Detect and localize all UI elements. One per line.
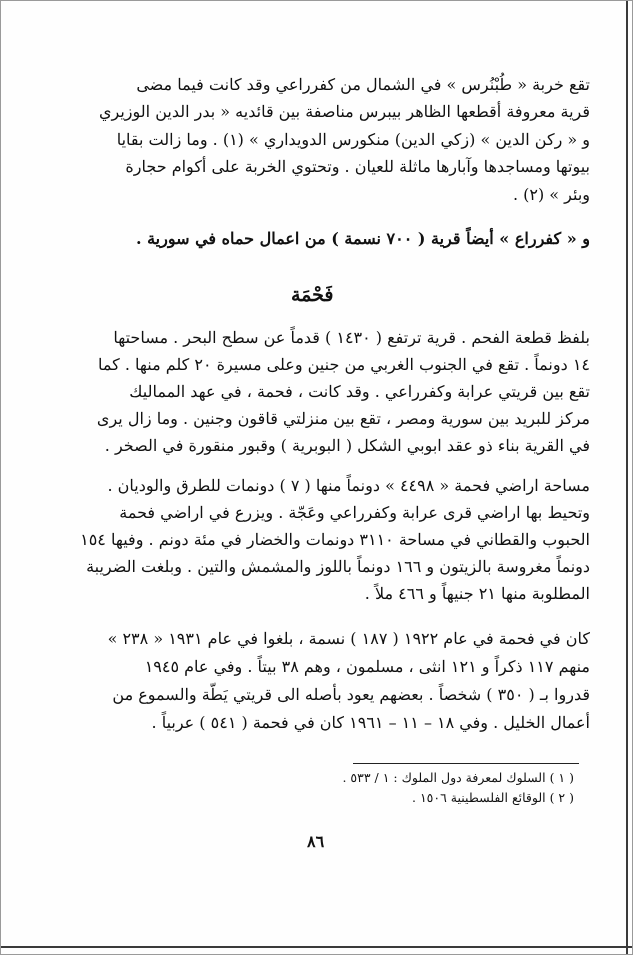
para1-line-2: قرية معروفة أقطعها الظاهر بيبرس مناصفة بين قائديه « بدر الدين الوزيري [99, 102, 590, 121]
para3-line-4: مركز للبريد بين سورية ومصر ، تقع بين منزلتي قاقون وجنين . وما زال يرى [96, 409, 590, 428]
para1-line-5: وبئر » (٢) . [512, 185, 590, 204]
footnote-divider [353, 763, 579, 764]
para3-line-1: بلفظ قطعة الفحم . قرية ترتفع ( ١٤٣٠ ) قدماً عن سطح البحر . مساحتها [113, 328, 590, 347]
footnote-2: ( ٢ ) الوقائع الفلسطينية ١٥٠٦ . [412, 790, 574, 805]
para4-line-2: وتحيط بها اراضي قرى عرابة وكفرراعي وعَجّة . ويزرع في اراضي فحمة [119, 503, 590, 522]
para4-line-4: دونماً مغروسة بالزيتون و ١٦٦ دونماً باللوز والمشمش والتين . وبلغت الضريبة [86, 557, 590, 576]
para4-line-5: المطلوبة منها ٢١ جنيهاً و ٤٦٦ ملاً . [364, 584, 590, 603]
para3-line-2: ١٤ دونماً . تقع في الجنوب الغربي من جنين وعلى مسيرة ٢٠ كلم منها . كما [98, 355, 590, 374]
para5-line-3: قدروا بـ ( ٣٥٠ ) شخصاً . بعضهم يعود بأصله الى قريتي يَطّة والسموع من [112, 685, 590, 704]
para1-line-4: بيوتها ومساجدها وآبارها ماثلة للعيان . وتحتوي الخربة على أكوام حجارة [125, 157, 590, 176]
para1-line-1: تقع خربة « طُبْنُرس » في الشمال من كفرراعي وقد كانت فيما مضى [136, 75, 590, 94]
para5-line-4: أعمال الخليل . وفي ١٨ – ١١ – ١٩٦١ كان في فحمة ( ٥٤١ ) عربياً . [151, 713, 590, 732]
scan-border-bottom [1, 946, 633, 948]
para4-line-3: الحبوب والقطاني في مساحة ٣١١٠ دونمات والخضار في مئة دونم . وفيها ١٥٤ [80, 530, 590, 549]
page-number: ٨٦ [307, 832, 325, 851]
footnote-1: ( ١ ) السلوك لمعرفة دول الملوك : ١ / ٥٣٣ . [342, 770, 574, 785]
para1-line-3: و « ركن الدين » (زكي الدين) منكورس الدويداري » (١) . وما زالت بقايا [116, 130, 590, 149]
para5-line-1: كان في فحمة في عام ١٩٢٢ ( ١٨٧ ) نسمة ، بلغوا في عام ١٩٣١ « ٢٣٨ » [107, 629, 590, 648]
para5-line-2: منهم ١١٧ ذكراً و ١٢١ انثى ، مسلمون ، وهم ٣٨ بيتاً . وفي عام ١٩٤٥ [144, 657, 590, 676]
para3-line-5: في القرية بناء ذو عقد ابوبي الشكل ( البوبرية ) وقبور منقورة في الصخر . [104, 436, 590, 455]
para4-line-1: مساحة اراضي فحمة « ٤٤٩٨ » دونماً منها ( ٧ ) دونمات للطرق والوديان . [107, 476, 590, 495]
section-title: فَحْمَة [291, 284, 334, 306]
para2-line: و « كفرراع » أيضاً قرية ( ٧٠٠ نسمة ) من اعمال حماه في سورية . [135, 229, 590, 248]
para3-line-3: تقع بين قريتي عرابة وكفرراعي . وقد كانت ، فحمة ، في عهد المماليك [129, 382, 590, 401]
scan-border-right [626, 1, 628, 955]
